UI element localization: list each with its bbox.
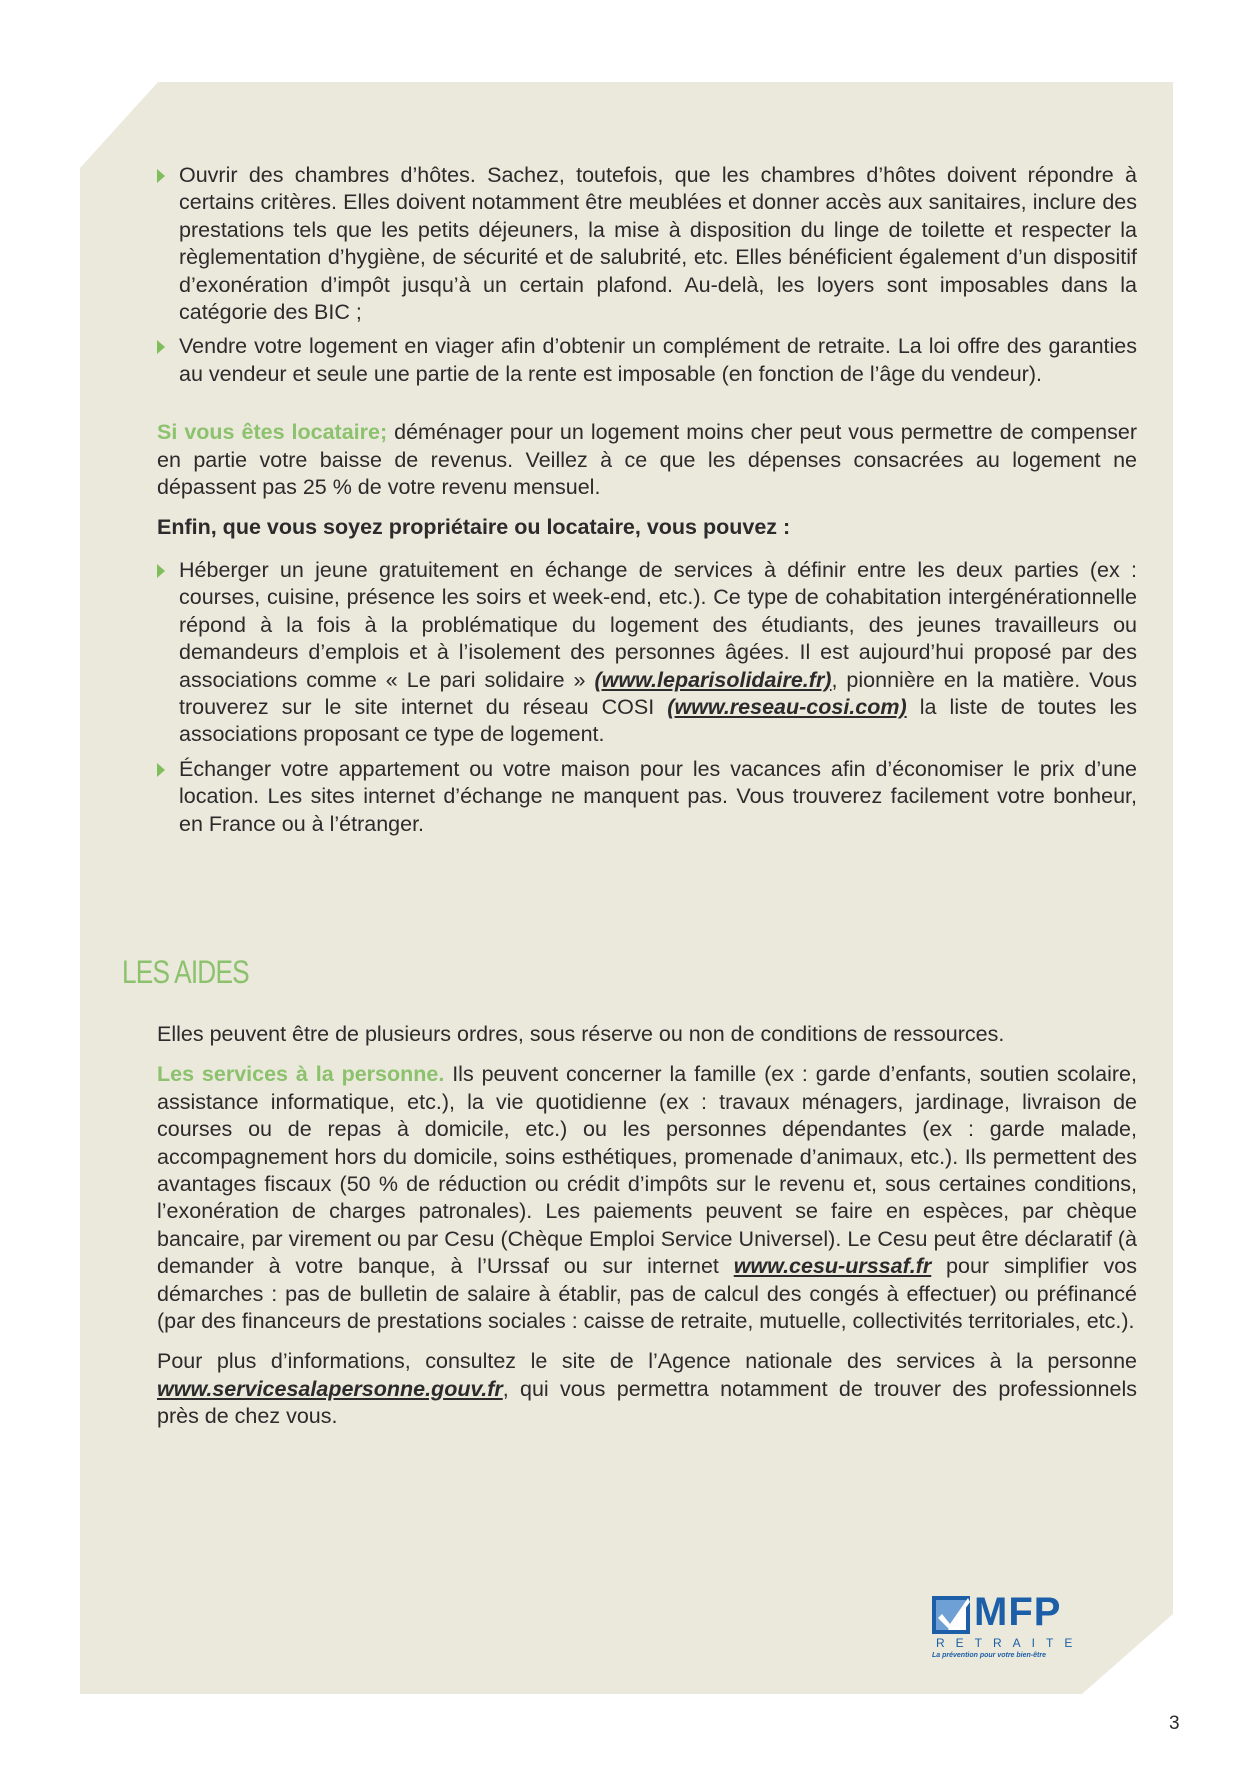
mfp-retraite-logo bbox=[932, 1590, 1084, 1659]
list-item bbox=[157, 557, 1137, 749]
arrow-bullet-icon bbox=[157, 340, 165, 354]
bullet-text: la liste de toutes les associations proposant ce type de logement. bbox=[179, 694, 1137, 747]
logo-subtitle: RETRAITE bbox=[936, 1636, 1084, 1650]
aides-intro: Elles peuvent être de plusieurs ordres, sous réserve ou non de conditions de ressources. bbox=[157, 1022, 1005, 1046]
services-text: pour simplifier vos démarches : pas de bulletin de salaire à établir, pas de calcul des congés à effectuer) ou préfinancé (par des financeurs de prestations sociales : caisse de retraite, mutuelle, collectivités territoriales, etc.). bbox=[157, 1254, 1137, 1334]
logo-mark-icon bbox=[932, 1596, 970, 1634]
locataire-text: déménager pour un logement moins cher peut vous permettre de compenser en partie votre baisse de revenus. Veillez à ce que les dépenses consacrées au logement ne dépassent pas 25 % de votre revenu mensuel. bbox=[157, 420, 1137, 500]
plus-info-paragraph bbox=[157, 1348, 1137, 1430]
page-number: 3 bbox=[1169, 1713, 1180, 1734]
enfin-heading: Enfin, que vous soyez propriétaire ou locataire, vous pouvez : bbox=[157, 515, 791, 540]
services-lead: Les services à la personne. bbox=[157, 1062, 445, 1087]
cesu-link[interactable]: www.cesu-urssaf.fr bbox=[733, 1254, 932, 1279]
arrow-bullet-icon bbox=[157, 763, 165, 777]
list-item bbox=[157, 162, 1137, 326]
section-title: LES AIDES bbox=[122, 954, 249, 990]
plus-info-text: , qui vous permettra notamment de trouver des professionnels près de chez vous. bbox=[157, 1376, 1137, 1429]
reseau-cosi-link[interactable]: (www.reseau-cosi.com) bbox=[667, 694, 907, 719]
list-item bbox=[157, 756, 1137, 838]
main-content bbox=[157, 162, 1137, 845]
locataire-lead: Si vous êtes locataire; bbox=[157, 420, 388, 445]
logo-tagline: La prévention pour votre bien-être bbox=[932, 1652, 1046, 1659]
bullet-text: Ouvrir des chambres d’hôtes. Sachez, toutefois, que les chambres d’hôtes doivent répondre à certains critères. Elles doivent notamment être meublées et donner accès aux sanitaires, inclure des prestations tels que les petits déjeuners, la mise à disposition du linge de toilette et respecter la règlementation d’hygiène, de sécurité et de salubrité, etc. Elles bénéficient également d’un dispositif d’exonération d’impôt jusqu’à un certain plafond. Au-delà, les loyers sont imposables dans la catégorie des BIC ; bbox=[179, 163, 1137, 325]
list-item bbox=[157, 333, 1137, 388]
services-paragraph bbox=[157, 1061, 1137, 1335]
servicesalapersonne-link[interactable]: www.servicesalapersonne.gouv.fr bbox=[157, 1376, 503, 1401]
services-text: Ils peuvent concerner la famille (ex : garde d’enfants, soutien scolaire, assistance informatique, etc.), la vie quotidienne (ex : travaux ménagers, jardinage, livraison de courses ou de repas à domicile, etc.) ou les personnes dépendantes (ex : garde malade, accompagnement hors du domicile, soins esthétiques, promenade d’animaux, etc.). Ils permettent des avantages fiscaux (50 % de réduction ou crédit d’impôts sur le revenu et, sous certaines conditions, l’exonération de charges patronales). Les paiements peuvent se faire en espèces, par chèque bancaire, par virement ou par Cesu (Chèque Emploi Service Universel). Le Cesu peut être déclaratif (à demander à votre banque, à l’Urssaf ou sur internet bbox=[157, 1062, 1137, 1279]
locataire-paragraph bbox=[157, 419, 1137, 501]
plus-info-text: Pour plus d’informations, consultez le site de l’Agence nationale des services à la personne bbox=[157, 1349, 1137, 1374]
arrow-bullet-icon bbox=[157, 169, 165, 183]
aides-content bbox=[157, 1021, 1137, 1431]
bullet-text: Échanger votre appartement ou votre maison pour les vacances afin d’économiser le prix d’une location. Les sites internet d’échange ne manquent pas. Vous trouverez facilement votre bonheur, en France ou à l’étranger. bbox=[179, 756, 1137, 836]
arrow-bullet-icon bbox=[157, 564, 165, 578]
bullet-list-bottom bbox=[157, 557, 1137, 838]
bullet-text: Héberger un jeune gratuitement en échange de services à définir entre les deux parties (ex : courses, cuisine, présence les soirs et week-end, etc.). Ce type de cohabitation intergénérationnelle répond à la fois à la problématique du logement des étudiants, des jeunes travailleurs ou demandeurs d’emplois et à l’isolement des personnes âgées. Il est aujourd’hui proposé par des associations comme « Le pari solidaire » bbox=[179, 557, 1137, 692]
bullet-text: , pionnière en la matière. Vous trouverez sur le site internet du réseau COSI bbox=[179, 667, 1138, 719]
bullet-text: Vendre votre logement en viager afin d’obtenir un complément de retraite. La loi offre des garanties au vendeur et seule une partie de la rente est imposable (en fonction de l’âge du vendeur). bbox=[179, 334, 1137, 386]
bullet-list-top bbox=[157, 162, 1137, 388]
leparisolidaire-link[interactable]: (www.leparisolidaire.fr) bbox=[594, 667, 832, 692]
logo-name: MFP bbox=[974, 1590, 1062, 1634]
